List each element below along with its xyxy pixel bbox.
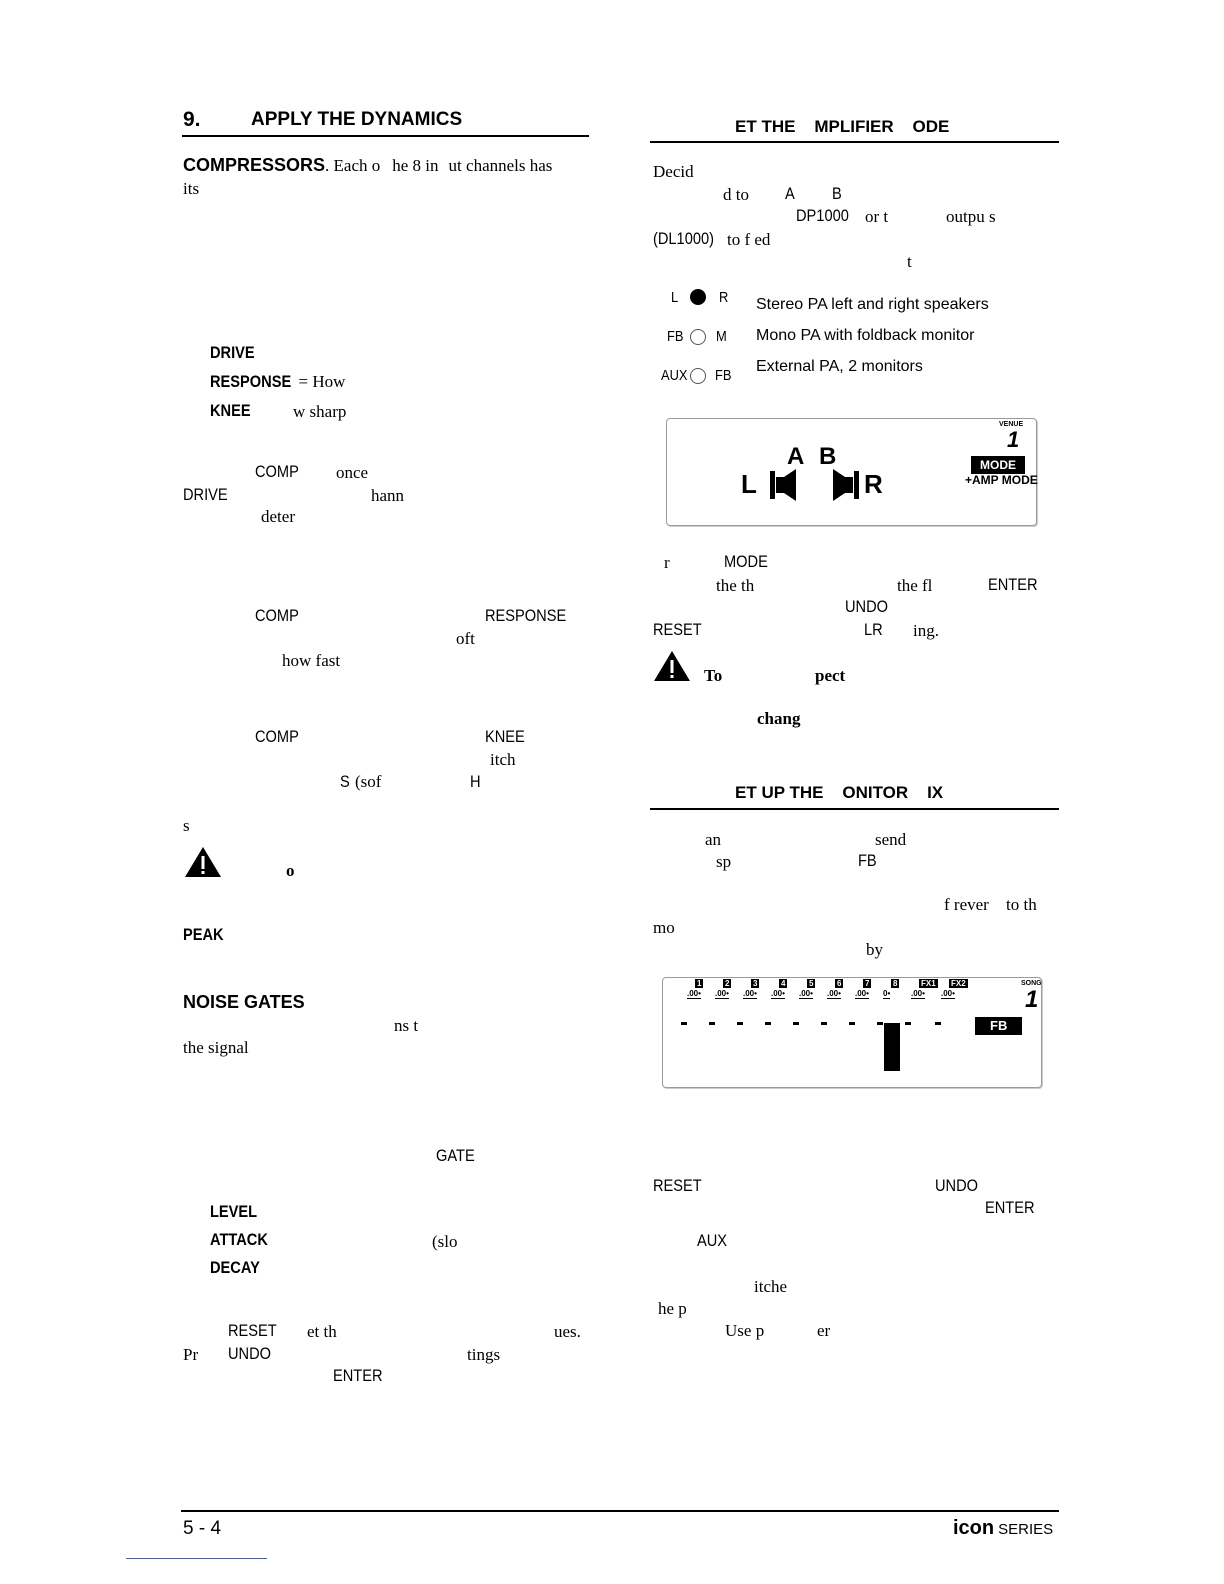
mode-para-h: LR bbox=[864, 620, 883, 639]
footer-rule bbox=[181, 1510, 1059, 1512]
peak-label: PEAK bbox=[183, 925, 224, 944]
monitor-heading-rule bbox=[650, 808, 1059, 810]
brand-series: SERIES bbox=[998, 1521, 1054, 1538]
mon-b: send bbox=[875, 830, 907, 849]
comp1-b: once bbox=[336, 463, 369, 482]
mode-2-right: M bbox=[716, 328, 727, 345]
warn-a: To bbox=[704, 666, 723, 685]
comp3-c: itch bbox=[490, 750, 516, 769]
bottom-g: Use p bbox=[725, 1321, 765, 1340]
channel-value: .00• bbox=[855, 989, 869, 998]
channel-label: 2 bbox=[725, 979, 730, 988]
monitor-mix-lcd bbox=[662, 977, 1042, 1088]
channel-label: 8 bbox=[893, 979, 898, 988]
channel-value: .00• bbox=[941, 989, 955, 998]
compressors-line bbox=[183, 155, 552, 176]
compressors-text-3: ut channels has bbox=[448, 156, 553, 175]
enter-label: ENTER bbox=[333, 1366, 383, 1385]
mode-3-left: AUX bbox=[661, 367, 688, 384]
line2-b: A bbox=[785, 184, 795, 203]
channel-send-dash bbox=[765, 1022, 771, 1025]
compressors-text-2: he 8 in bbox=[392, 156, 439, 175]
brand-name: icon bbox=[953, 1517, 995, 1539]
comp2-a: COMP bbox=[255, 606, 299, 625]
channel-value: .00• bbox=[715, 989, 729, 998]
mode-para-d: the fl bbox=[897, 576, 933, 595]
mode-3-indicator bbox=[690, 368, 706, 384]
bottom-a: RESET bbox=[653, 1176, 702, 1195]
channel-label: 1 bbox=[697, 979, 702, 988]
channel-label: 7 bbox=[865, 979, 870, 988]
line3-a: DP1000 bbox=[796, 206, 849, 225]
warning-fragment: o bbox=[286, 861, 295, 880]
comp1-d: hann bbox=[371, 486, 405, 505]
channel-value: .00• bbox=[743, 989, 757, 998]
channel-value: 0• bbox=[883, 989, 891, 998]
compressors-title: COMPRESSORS bbox=[183, 155, 326, 175]
comp1-a: COMP bbox=[255, 462, 299, 481]
mon-e: f rever bbox=[944, 895, 989, 914]
page-number: 5 - 4 bbox=[183, 1518, 222, 1539]
mode-para-c: the th bbox=[716, 576, 755, 595]
mode-1-left: L bbox=[671, 289, 679, 306]
amp-mode-label: +AMP MODE bbox=[965, 473, 1038, 487]
channel-send-dash bbox=[793, 1022, 799, 1025]
mode-para-a: r bbox=[664, 553, 670, 572]
channel-label: 3 bbox=[753, 979, 758, 988]
venue-label: VENUE bbox=[999, 421, 1024, 428]
channel-label: 4 bbox=[781, 979, 786, 988]
gate-param-attack: ATTACK bbox=[210, 1230, 268, 1249]
mode-2-left: FB bbox=[667, 328, 684, 345]
s-fragment: s bbox=[183, 816, 190, 835]
channel-value: .00• bbox=[687, 989, 701, 998]
undo-text-c: tings bbox=[467, 1345, 501, 1364]
left-speaker-icon bbox=[766, 467, 802, 503]
mode-1-desc: Stereo PA left and right speakers bbox=[756, 296, 989, 313]
channel-send-dash bbox=[709, 1022, 715, 1025]
bottom-d: AUX bbox=[697, 1231, 728, 1250]
undo-label: UNDO bbox=[228, 1344, 272, 1363]
song-number: 1 bbox=[1025, 986, 1039, 1013]
undo-text-a: Pr bbox=[183, 1345, 199, 1364]
comp3-f: H bbox=[470, 772, 481, 791]
reset-label: RESET bbox=[228, 1321, 277, 1340]
lcd1-a: A bbox=[787, 443, 805, 470]
section-title: APPLY THE DYNAMICS bbox=[251, 109, 463, 130]
mode-para-i: ing. bbox=[913, 621, 939, 640]
right-speaker-icon bbox=[827, 467, 863, 503]
param-response-text: = How bbox=[298, 372, 346, 391]
channel-value: .00• bbox=[799, 989, 813, 998]
bottom-link-underline bbox=[126, 1558, 267, 1559]
mon-h: by bbox=[866, 940, 883, 959]
channel-label: 5 bbox=[809, 979, 814, 988]
lcd1-r: R bbox=[864, 469, 883, 499]
warning-icon bbox=[184, 846, 222, 878]
channel-send-dash bbox=[935, 1022, 941, 1025]
venue-number: 1 bbox=[1007, 427, 1020, 452]
mode-3-desc: External PA, 2 monitors bbox=[756, 358, 923, 375]
comp3-e: (sof bbox=[355, 772, 382, 791]
mon-a: an bbox=[705, 830, 722, 849]
reset-text-b: et th bbox=[307, 1322, 337, 1341]
line3-c: outpu s bbox=[946, 207, 996, 226]
mode-indicator bbox=[971, 456, 1025, 474]
mode-3-right: FB bbox=[715, 367, 732, 384]
comp2-b: RESPONSE bbox=[485, 606, 567, 625]
line3-b: or t bbox=[865, 207, 889, 226]
mode-1-right: R bbox=[719, 289, 729, 306]
comp2-d: how fast bbox=[282, 651, 341, 670]
mode-para-b: MODE bbox=[724, 552, 768, 571]
line2-a: d to bbox=[723, 185, 749, 204]
channel-value: .00• bbox=[911, 989, 925, 998]
line5: t bbox=[907, 252, 912, 271]
attack-text: (slo bbox=[432, 1232, 458, 1251]
comp2-c: oft bbox=[456, 629, 475, 648]
fb-indicator bbox=[975, 1017, 1022, 1035]
lcd1-l: L bbox=[741, 469, 757, 499]
comp1-c: DRIVE bbox=[183, 485, 228, 504]
gate-param-level: LEVEL bbox=[210, 1202, 258, 1221]
param-response-line bbox=[210, 372, 345, 392]
compressors-text-4: its bbox=[183, 179, 200, 198]
mode-para-e: ENTER bbox=[988, 575, 1038, 594]
lcd1-b: B bbox=[819, 443, 837, 470]
mode-2-indicator bbox=[690, 329, 706, 345]
mode-para-f: UNDO bbox=[845, 597, 889, 616]
heading-rule bbox=[182, 135, 589, 137]
channel-send-dash bbox=[849, 1022, 855, 1025]
amp-heading-rule bbox=[650, 141, 1059, 143]
amp-mode-lcd bbox=[666, 418, 1037, 526]
line4-b: to f ed bbox=[727, 230, 771, 249]
bottom-e: itche bbox=[754, 1277, 788, 1296]
comp3-a: COMP bbox=[255, 727, 299, 746]
brand bbox=[953, 1517, 1053, 1540]
channel-send-dash bbox=[821, 1022, 827, 1025]
noise-gates-b: the signal bbox=[183, 1038, 249, 1057]
mode-2-desc: Mono PA with foldback monitor bbox=[756, 327, 975, 344]
bottom-b: UNDO bbox=[935, 1176, 979, 1195]
channel-send-dash bbox=[681, 1022, 687, 1025]
song-label: SONG bbox=[1021, 980, 1042, 987]
gate-param-decay: DECAY bbox=[210, 1258, 260, 1277]
param-drive: DRIVE bbox=[210, 343, 255, 362]
channel-label: FX2 bbox=[951, 979, 966, 988]
comp3-d: S bbox=[340, 772, 350, 791]
amp-mode-heading: ET THE MPLIFIER ODE bbox=[735, 117, 950, 136]
gate-label: GATE bbox=[436, 1146, 475, 1165]
mon-g: mo bbox=[653, 918, 675, 937]
bottom-c: ENTER bbox=[985, 1198, 1035, 1217]
channel-value: .00• bbox=[771, 989, 785, 998]
mon-d: FB bbox=[858, 851, 877, 870]
mode-1-indicator bbox=[690, 289, 706, 305]
mon-c: sp bbox=[716, 852, 732, 871]
fb-send-bar bbox=[884, 1023, 900, 1071]
line4-a: (DL1000) bbox=[653, 229, 714, 248]
noise-gates-title: NOISE GATES bbox=[183, 992, 305, 1012]
comp1-e: deter bbox=[261, 507, 295, 526]
channel-send-dash bbox=[737, 1022, 743, 1025]
reset-text-c: ues. bbox=[554, 1322, 581, 1341]
warn-b: pect bbox=[815, 666, 846, 685]
warning-icon-right bbox=[653, 650, 691, 682]
comp3-b: KNEE bbox=[485, 727, 525, 746]
channel-send-dash bbox=[877, 1022, 883, 1025]
param-knee-text: w sharp bbox=[293, 402, 347, 421]
channel-label: FX1 bbox=[921, 979, 936, 988]
channel-send-dash bbox=[905, 1022, 911, 1025]
fb-indicator-label: FB bbox=[990, 1018, 1008, 1033]
decid-text: Decid bbox=[653, 162, 694, 181]
mode-para-g: RESET bbox=[653, 620, 702, 639]
bottom-f: he p bbox=[658, 1299, 687, 1318]
noise-gates-a: ns t bbox=[394, 1016, 419, 1035]
section-number: 9. bbox=[183, 108, 201, 131]
warn-c: chang bbox=[757, 709, 801, 728]
param-knee: KNEE bbox=[210, 401, 251, 420]
bottom-h: er bbox=[817, 1321, 831, 1340]
channel-label: 6 bbox=[837, 979, 842, 988]
mode-indicator-label: MODE bbox=[980, 458, 1016, 472]
monitor-mix-heading: ET UP THE ONITOR IX bbox=[735, 783, 944, 802]
channel-value: .00• bbox=[827, 989, 841, 998]
line2-c: B bbox=[832, 184, 842, 203]
compressors-text-1: . Each o bbox=[325, 156, 381, 175]
mon-f: to th bbox=[1006, 895, 1037, 914]
param-response: RESPONSE bbox=[210, 372, 292, 391]
